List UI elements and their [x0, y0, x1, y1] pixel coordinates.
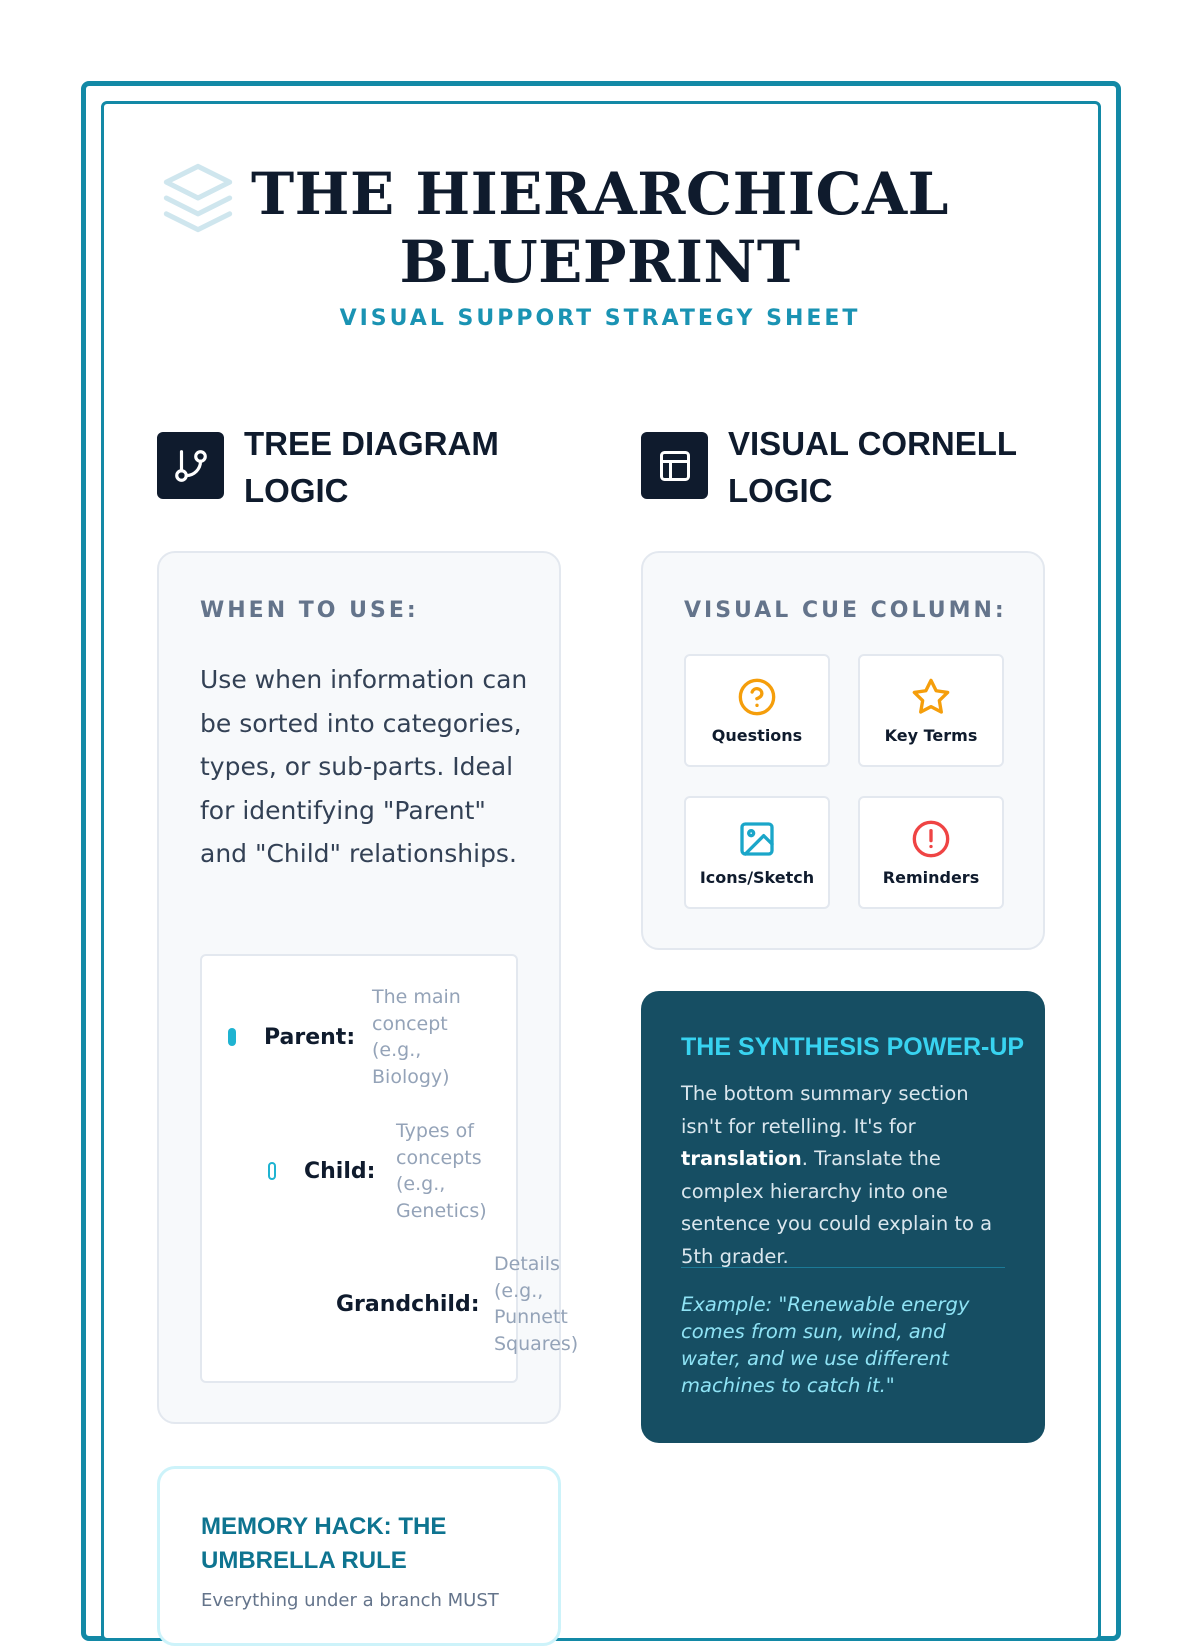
tree-level-label: Parent: [264, 1024, 356, 1050]
power-up-title: THE SYNTHESIS POWER-UP [681, 1033, 1025, 1061]
cue-tile-icons-sketch [684, 796, 830, 909]
cue-tile-label: Reminders [882, 867, 980, 887]
visual-cue-card [641, 551, 1045, 950]
when-to-use-label: WHEN TO USE: [200, 598, 419, 623]
tree-level-desc: Details (e.g., Punnett Squares) [494, 1253, 579, 1355]
parent-marker [228, 1028, 236, 1046]
child-marker [268, 1162, 276, 1180]
tree-level-parent [228, 984, 472, 1090]
power-up-text-bold: translation [681, 1147, 802, 1170]
cue-tile-key-terms [858, 654, 1004, 767]
page-subtitle: VISUAL SUPPORT STRATEGY SHEET [339, 306, 861, 331]
tree-level-desc: Types of concepts (e.g., Genetics) [396, 1120, 487, 1222]
question-circle-icon [737, 677, 777, 717]
tree-level-child [268, 1118, 496, 1224]
when-to-use-card [157, 551, 579, 1424]
alert-circle-icon [911, 819, 951, 859]
power-up-text-part: The bottom summary section isn't for retelling. It's for [681, 1082, 969, 1138]
power-up-example: Example: "Renewable energy comes from sun, wind, and water, and we use different machines to catch it." [681, 1293, 970, 1397]
layers-icon [160, 160, 236, 236]
when-to-use-text: Use when information can be sorted into categories, types, or sub-parts. Ideal for identifying "Parent" and "Child" relationships. [200, 665, 528, 868]
layout-icon [641, 432, 708, 499]
power-up-text [681, 1078, 1011, 1273]
tree-level-label: Child: [304, 1158, 376, 1184]
memory-hack-card [157, 1466, 561, 1646]
tree-section-title: TREE DIAGRAM LOGIC [244, 425, 499, 509]
synthesis-power-up-card [641, 991, 1045, 1443]
power-up-text-part: . Translate the complex hierarchy into one sentence you could explain to a 5th grader. [681, 1147, 993, 1268]
tree-level-label: Grandchild: [336, 1291, 480, 1317]
git-branch-icon [157, 432, 224, 499]
tree-level-grandchild [336, 1251, 594, 1357]
cue-tile-label: Key Terms [884, 725, 978, 745]
memory-hack-title: MEMORY HACK: THE UMBRELLA RULE [201, 1513, 447, 1574]
cue-tile-label: Icons/Sketch [699, 867, 815, 887]
memory-hack-text: Everything under a branch MUST [201, 1590, 499, 1611]
image-icon [737, 819, 777, 859]
cornell-section-header [641, 420, 1018, 514]
cue-tile-label: Questions [711, 725, 803, 745]
star-icon [911, 677, 951, 717]
tree-level-desc: The main concept (e.g., Biology) [372, 986, 461, 1088]
cornell-section-title: VISUAL CORNELL LOGIC [728, 425, 1017, 509]
tree-example-box [200, 954, 579, 1383]
cue-tile-reminders [858, 796, 1004, 909]
power-up-divider [681, 1267, 1005, 1268]
cue-tile-questions [684, 654, 830, 767]
page-title: THE HIERARCHICAL BLUEPRINT [251, 160, 949, 296]
visual-cue-label: VISUAL CUE COLUMN: [684, 598, 1007, 623]
tree-section-header [157, 420, 534, 514]
